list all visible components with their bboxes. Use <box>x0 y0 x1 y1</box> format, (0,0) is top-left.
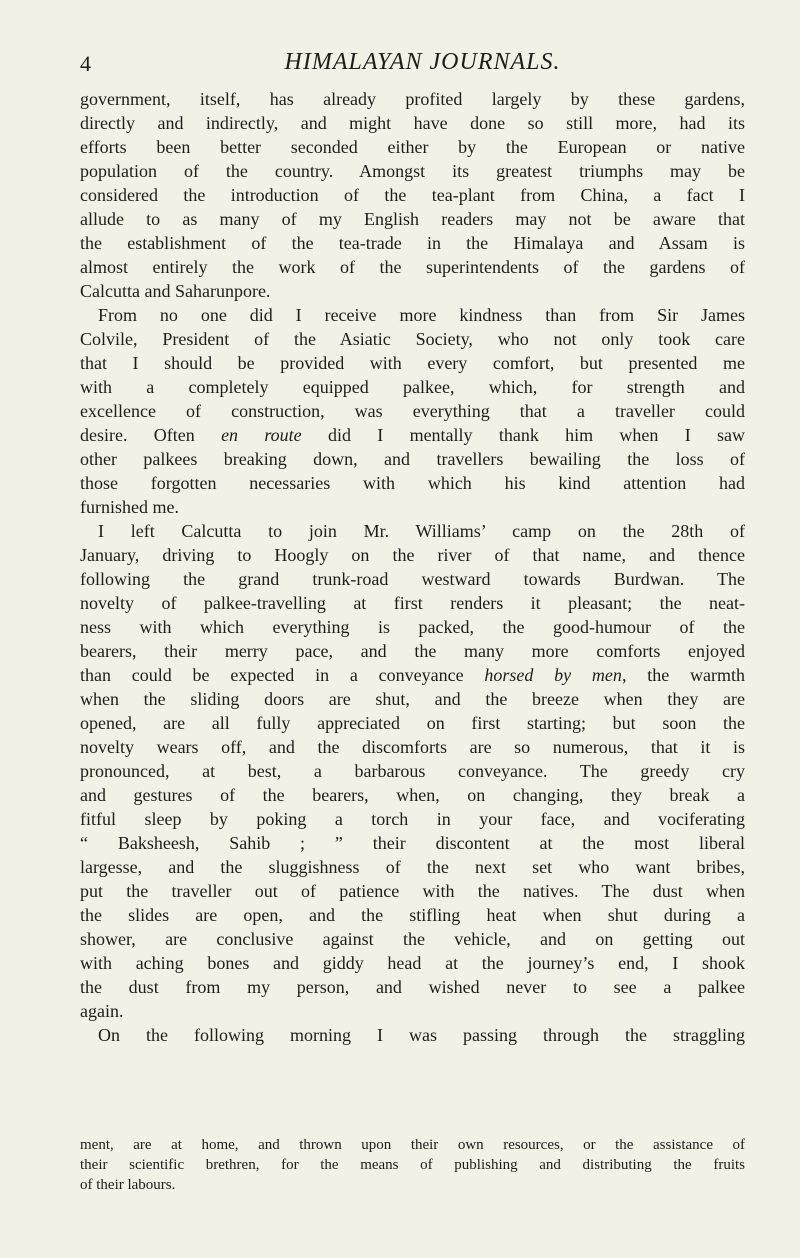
text-segment: than could be expected in a conveyance <box>80 665 485 685</box>
text-line: efforts been better seconded either by the European or native <box>80 137 745 157</box>
text-line: Colvile, President of the Asiatic Society, who not only took care <box>80 329 745 349</box>
text-line: From no one did I receive more kindness than from Sir James <box>98 305 745 325</box>
text-line: government, itself, has already profited largely by these gardens, <box>80 89 745 109</box>
text-line: Calcutta and Saharunpore. <box>80 281 271 301</box>
running-title: HIMALAYAN JOURNALS. <box>284 49 561 75</box>
text-line: with a completely equipped palkee, which, for strength and <box>80 377 745 397</box>
text-line: largesse, and the sluggishness of the next set who want bribes, <box>80 857 745 877</box>
text-line: I left Calcutta to join Mr. Williams’ camp on the 28th of <box>98 521 745 541</box>
text-line: other palkees breaking down, and travellers bewailing the loss of <box>80 449 745 469</box>
footnote-line: ment, are at home, and thrown upon their own resources, or the assistance of <box>80 1137 745 1153</box>
text-line: those forgotten necessaries with which his kind attention had <box>80 473 745 493</box>
text-line: shower, are conclusive against the vehicle, and on getting out <box>80 929 745 949</box>
text-line: pronounced, at best, a barbarous conveyance. The greedy cry <box>80 761 745 781</box>
text-line: almost entirely the work of the superintendents of the gardens of <box>80 257 745 277</box>
text-line: population of the country. Amongst its greatest triumphs may be <box>80 161 745 181</box>
text-line: excellence of construction, was everything that a traveller could <box>80 401 745 421</box>
main-text <box>80 87 745 1047</box>
text-line: novelty wears off, and the discomforts are so numerous, that it is <box>80 737 745 757</box>
text-segment: did I mentally thank him when I saw <box>301 425 745 445</box>
italic-phrase: horsed by men <box>484 665 622 685</box>
text-line: January, driving to Hoogly on the river of that name, and thence <box>80 545 745 565</box>
text-line: following the grand trunk-road westward towards Burdwan. The <box>80 569 745 589</box>
footnote-line: of their labours. <box>80 1177 176 1193</box>
footnote <box>80 1135 745 1195</box>
text-line: On the following morning I was passing through the straggling <box>98 1025 745 1045</box>
text-line: ness with which everything is packed, the good-humour of the <box>80 617 745 637</box>
text-line: directly and indirectly, and might have done so still more, had its <box>80 113 745 133</box>
text-line: opened, are all fully appreciated on first starting; but soon the <box>80 713 745 733</box>
footnote-line: their scientific brethren, for the means of publishing and distributing the fruits <box>80 1157 745 1173</box>
text-line-mixed <box>80 663 745 687</box>
text-segment: desire. Often <box>80 425 222 445</box>
text-line: furnished me. <box>80 497 179 517</box>
text-line: and gestures of the bearers, when, on changing, they break a <box>80 785 745 805</box>
text-line: again. <box>80 1001 124 1021</box>
text-line: considered the introduction of the tea-plant from China, a fact I <box>80 185 745 205</box>
italic-phrase: en route <box>221 425 302 445</box>
text-segment: , the warmth <box>621 665 745 685</box>
text-line: fitful sleep by poking a torch in your face, and vociferating <box>80 809 745 829</box>
text-line: “ Baksheesh, Sahib ; ” their discontent at the most liberal <box>80 833 745 853</box>
text-line: when the sliding doors are shut, and the breeze when they are <box>80 689 745 709</box>
page-header <box>80 48 745 84</box>
text-line: the slides are open, and the stifling heat when shut during a <box>80 905 745 925</box>
text-line: that I should be provided with every comfort, but presented me <box>80 353 745 373</box>
text-line-mixed <box>80 423 745 447</box>
text-line: novelty of palkee-travelling at first renders it pleasant; the neat- <box>80 593 745 613</box>
text-line: the dust from my person, and wished never to see a palkee <box>80 977 745 997</box>
text-line: the establishment of the tea-trade in the Himalaya and Assam is <box>80 233 745 253</box>
text-line: put the traveller out of patience with the natives. The dust when <box>80 881 745 901</box>
text-line: bearers, their merry pace, and the many more comforts enjoyed <box>80 641 745 661</box>
text-line: allude to as many of my English readers may not be aware that <box>80 209 745 229</box>
text-line: with aching bones and giddy head at the journey’s end, I shook <box>80 953 745 973</box>
page-number: 4 <box>80 51 91 76</box>
